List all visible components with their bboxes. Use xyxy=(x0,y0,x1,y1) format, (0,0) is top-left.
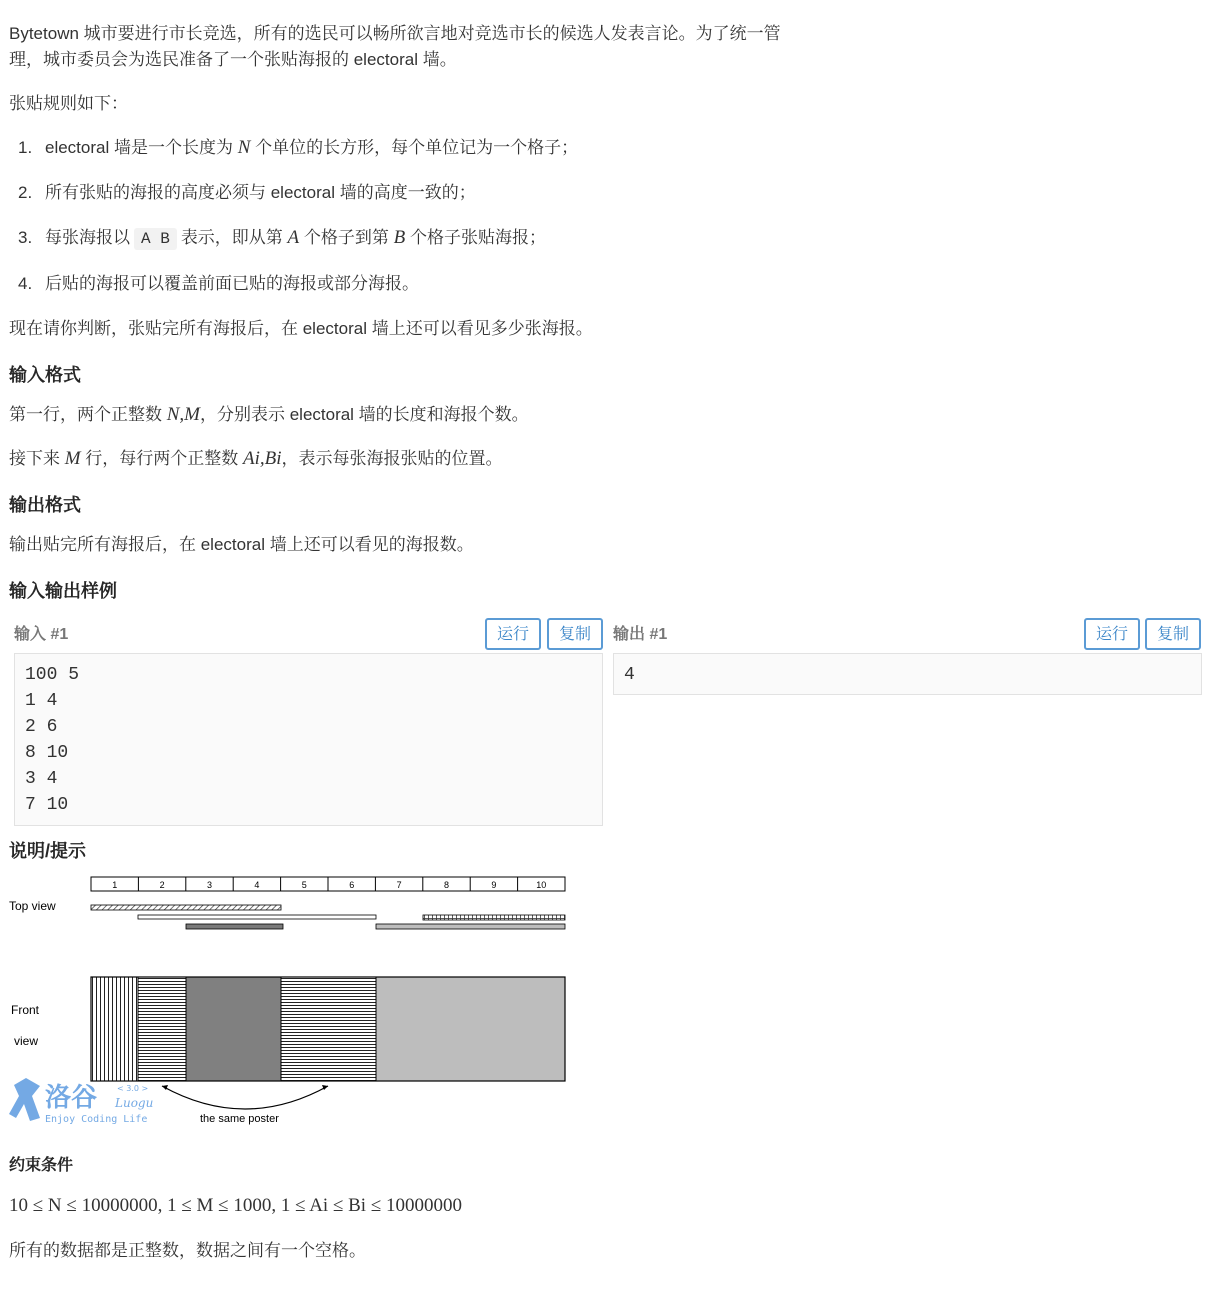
samples-heading: 输入输出样例 xyxy=(9,581,117,601)
inline-code: A B xyxy=(134,228,177,250)
cell-label: 1 xyxy=(112,880,118,890)
cell-label: 7 xyxy=(396,880,402,890)
view-label: view xyxy=(14,1034,39,1048)
code-line: 100 5 xyxy=(25,665,80,685)
cell-label: 4 xyxy=(254,880,260,890)
top-view-label: Top view xyxy=(9,899,56,913)
watermark-version: < 3.0 > xyxy=(117,1084,149,1093)
poster-3-top xyxy=(423,915,565,920)
rules-intro: 张贴规则如下： xyxy=(9,94,128,113)
watermark-subtitle: Enjoy Coding Life xyxy=(45,1114,148,1125)
poster-5-top xyxy=(376,924,565,929)
rule-1: 1. electoral 墙是一个长度为 N 个单位的长方形，每个单位记为一个格子； xyxy=(18,135,578,161)
rule-number: 1. xyxy=(18,138,33,157)
hint-heading: 说明/提示 xyxy=(9,841,87,861)
rule-number: 2. xyxy=(18,183,33,202)
constraints-note: 所有的数据都是正整数，数据之间有一个空格。 xyxy=(9,1241,366,1260)
cell-label: 5 xyxy=(301,880,307,890)
sample-output-label: 输出 #1 xyxy=(613,626,668,643)
cell-label: 9 xyxy=(491,880,497,890)
poster-4-top xyxy=(186,924,283,929)
input-format-heading: 输入格式 xyxy=(9,365,81,385)
code-line: 3 4 xyxy=(25,769,58,789)
cell-ruler xyxy=(91,877,565,891)
same-poster-label: the same poster xyxy=(200,1113,279,1125)
constraints-formula: 10 ≤ N ≤ 10000000, 1 ≤ M ≤ 1000, 1 ≤ Ai ≤ Bi ≤ 10000000 xyxy=(9,1195,463,1216)
front-view-wall xyxy=(91,977,565,1081)
rule-number: 3. xyxy=(18,228,33,247)
luogu-watermark xyxy=(9,1078,153,1125)
code-line: 2 6 xyxy=(25,717,58,737)
rule-number: 4. xyxy=(18,274,33,293)
output-format-heading: 输出格式 xyxy=(9,495,81,515)
code-line: 4 xyxy=(624,665,635,685)
rule-4: 4. 后贴的海报可以覆盖前面已贴的海报或部分海报。 xyxy=(18,271,419,297)
code-line: 8 10 xyxy=(25,743,69,763)
posters-figure xyxy=(0,870,580,1135)
cell-label: 8 xyxy=(443,880,450,890)
rule-3: 3. 每张海报以 A B 表示，即从第 A 个格子到第 B 个格子张贴海报； xyxy=(18,225,546,252)
input-format-line-2: 接下来 M 行，每行两个正整数 Ai,Bi，表示每张海报张贴的位置。 xyxy=(9,448,503,469)
poster-2-top xyxy=(138,915,376,919)
input-format-line-1: 第一行，两个正整数 N,M，分别表示 electoral 墙的长度和海报个数。 xyxy=(9,404,529,425)
code-line: 1 4 xyxy=(25,691,58,711)
copy-input-button[interactable]: 复制 xyxy=(547,618,603,650)
watermark-main: 洛谷 xyxy=(45,1083,98,1113)
sample-output-box[interactable] xyxy=(613,653,1202,695)
intro-line-1: Bytetown 城市要进行市长竞选，所有的选民可以畅所欲言地对竞选市长的候选人发表言论。为了统一管 xyxy=(9,24,781,43)
run-output-button[interactable]: 运行 xyxy=(1084,618,1140,650)
cell-label: 6 xyxy=(349,880,355,890)
poster-1-top xyxy=(91,905,281,910)
output-format-text: 输出贴完所有海报后，在 electoral 墙上还可以看见的海报数。 xyxy=(9,535,474,554)
constraints-heading: 约束条件 xyxy=(9,1157,74,1174)
rule-2: 2. 所有张贴的海报的高度必须与 electoral 墙的高度一致的； xyxy=(18,180,476,206)
cell-label: 3 xyxy=(206,880,213,890)
cell-label: 2 xyxy=(159,880,165,890)
sample-input-box[interactable] xyxy=(14,653,603,826)
front-label: Front xyxy=(11,1003,40,1017)
sample-input-label: 输入 #1 xyxy=(14,626,69,643)
luogu-logo-icon xyxy=(9,1078,40,1121)
copy-output-button[interactable]: 复制 xyxy=(1145,618,1201,650)
cell-label: 10 xyxy=(536,880,547,890)
run-input-button[interactable]: 运行 xyxy=(485,618,541,650)
code-line: 7 10 xyxy=(25,795,69,815)
question-text: 现在请你判断，张贴完所有海报后，在 electoral 墙上还可以看见多少张海报。 xyxy=(9,319,593,338)
watermark-luogu: Luogu xyxy=(115,1096,154,1110)
same-poster-arc xyxy=(162,1086,328,1109)
intro-line-2: 理，城市委员会为选民准备了一个张贴海报的 electoral 墙。 xyxy=(9,50,457,69)
